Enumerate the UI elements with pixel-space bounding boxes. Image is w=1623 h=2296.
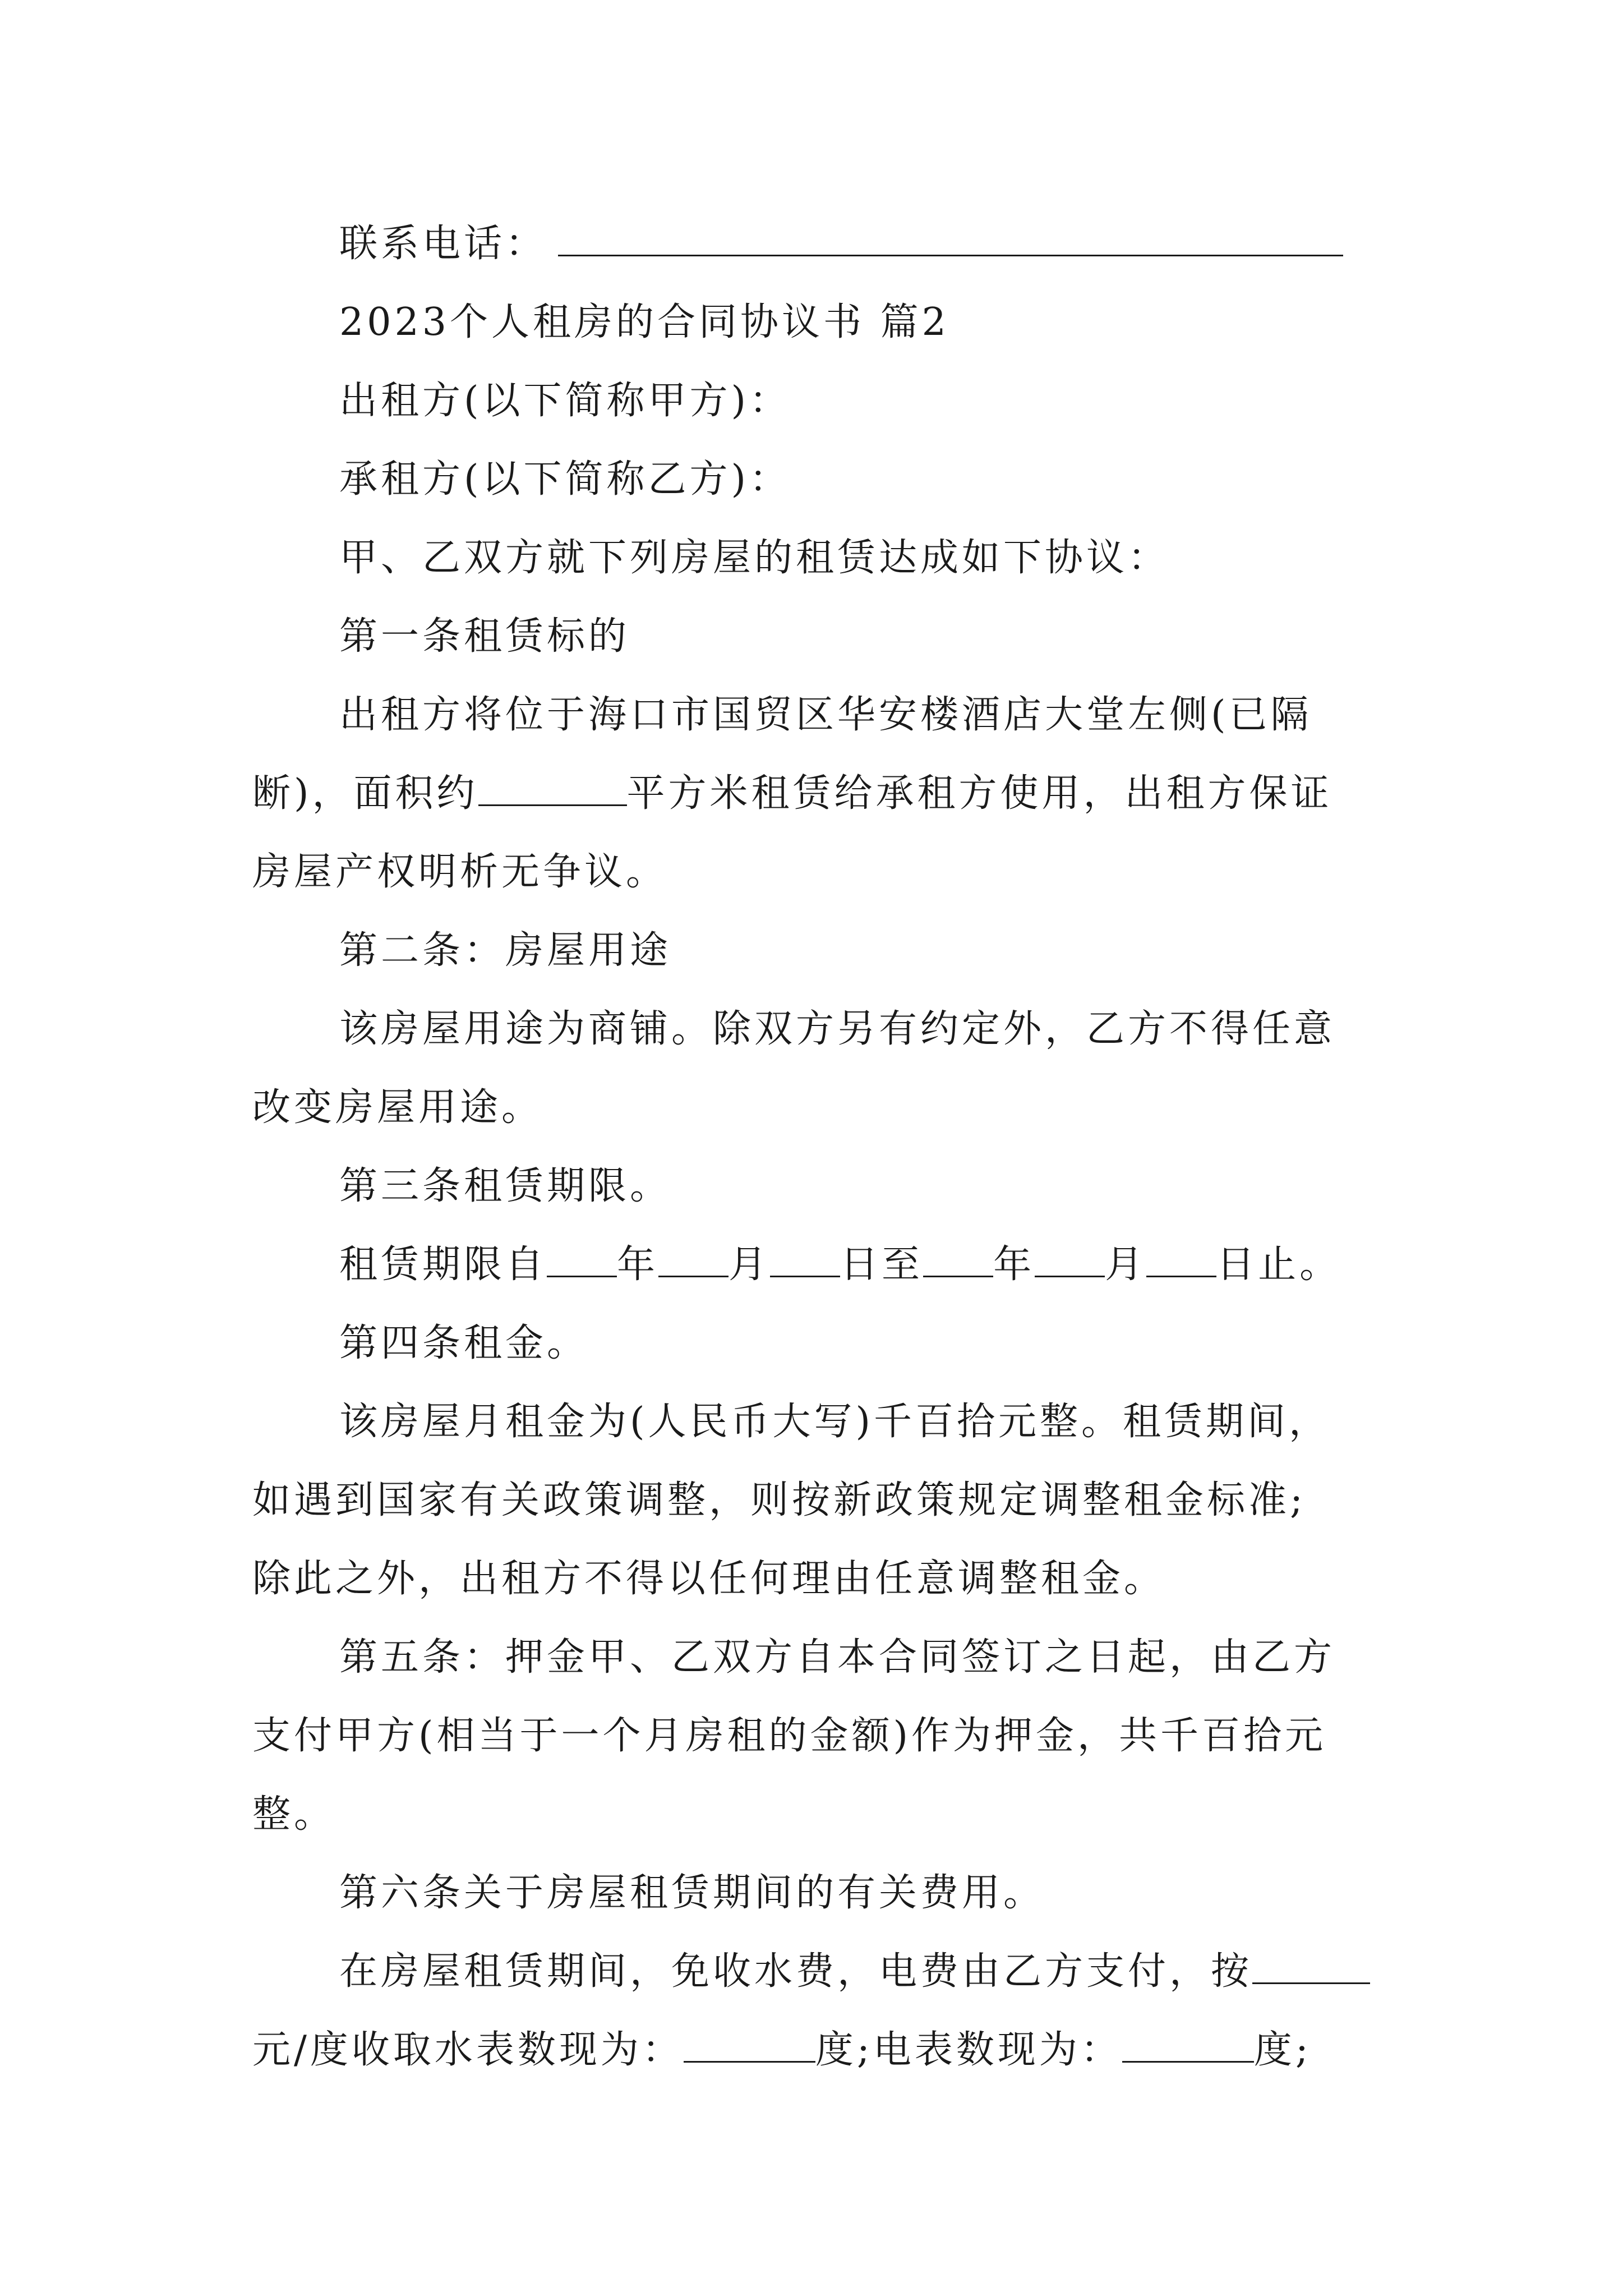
lessor-line: 出租方(以下简称甲方)： bbox=[339, 379, 791, 423]
document-title: 2023个人租房的合同协议书 篇2 bbox=[339, 300, 949, 344]
electricity-meter-label: 度;电表数现为： bbox=[815, 2028, 1122, 2072]
contact-phone-blank bbox=[558, 220, 1343, 256]
article-5-line-1: 第五条：押金甲、乙双方自本合同签订之日起，由乙方 bbox=[339, 1635, 1336, 1680]
article-6-heading: 第六条关于房屋租赁期间的有关费用。 bbox=[339, 1871, 1045, 1915]
article-1-heading: 第一条租赁标的 bbox=[339, 614, 630, 659]
area-blank bbox=[478, 770, 627, 806]
article-1-line-2b: 平方米租赁给承租方使用，出租方保证 bbox=[626, 771, 1332, 816]
end-month-label: 月 bbox=[1105, 1243, 1147, 1287]
start-month-blank bbox=[658, 1241, 728, 1277]
article-4-line-3: 除此之外，出租方不得以任何理由任意调整租金。 bbox=[252, 1557, 1166, 1601]
year-label: 年 bbox=[617, 1243, 659, 1287]
water-meter-label: 元/度收取水表数现为： bbox=[252, 2028, 684, 2072]
article-1-line-2a: 断)，面积约 bbox=[252, 771, 478, 816]
end-year-blank bbox=[923, 1241, 993, 1277]
day-to-label: 日至 bbox=[840, 1243, 924, 1287]
article-5-line-2: 支付甲方(相当于一个月房租的金额)作为押金，共千百拾元 bbox=[252, 1714, 1327, 1758]
article-3-period-line bbox=[339, 1237, 1385, 1293]
water-meter-blank bbox=[684, 2026, 815, 2063]
article-4-line-2: 如遇到国家有关政策调整，则按新政策规定调整租金标准; bbox=[252, 1478, 1306, 1522]
month-label: 月 bbox=[728, 1243, 771, 1287]
lessee-line: 承租方(以下简称乙方)： bbox=[339, 457, 791, 501]
article-3-heading: 第三条租赁期限。 bbox=[339, 1164, 672, 1208]
article-2-line-1: 该房屋用途为商铺。除双方另有约定外，乙方不得任意 bbox=[339, 1007, 1336, 1051]
article-4-heading: 第四条租金。 bbox=[339, 1321, 589, 1365]
end-month-blank bbox=[1035, 1241, 1105, 1277]
article-1-line-1: 出租方将位于海口市国贸区华安楼酒店大堂左侧(已隔 bbox=[339, 693, 1312, 737]
article-4-line-1: 该房屋月租金为(人民币大写)千百拾元整。租赁期间， bbox=[339, 1400, 1331, 1444]
article-2-line-2: 改变房屋用途。 bbox=[252, 1085, 543, 1130]
electricity-rate-blank bbox=[1252, 1948, 1370, 1984]
end-year-label: 年 bbox=[993, 1243, 1035, 1287]
electricity-unit-label: 度; bbox=[1253, 2028, 1312, 2072]
article-1-line-2 bbox=[252, 766, 1385, 822]
intro-line: 甲、乙双方就下列房屋的租赁达成如下协议： bbox=[339, 536, 1170, 580]
article-6-line-1 bbox=[339, 1944, 1385, 2000]
electricity-meter-blank bbox=[1122, 2026, 1254, 2063]
end-day-blank bbox=[1146, 1241, 1216, 1277]
article-5-line-3: 整。 bbox=[252, 1792, 336, 1837]
article-1-line-3: 房屋产权明析无争议。 bbox=[252, 850, 668, 894]
period-from-label: 租赁期限自 bbox=[339, 1243, 547, 1287]
start-year-blank bbox=[547, 1241, 617, 1277]
contact-label: 联系电话： bbox=[339, 222, 547, 266]
contact-line bbox=[339, 216, 1385, 272]
end-day-label: 日止。 bbox=[1216, 1243, 1341, 1287]
article-6-line-2 bbox=[252, 2022, 1385, 2078]
article-6-line-1-text: 在房屋租赁期间，免收水费，电费由乙方支付，按 bbox=[339, 1949, 1253, 1994]
article-2-heading: 第二条：房屋用途 bbox=[339, 928, 672, 973]
start-day-blank bbox=[770, 1241, 840, 1277]
